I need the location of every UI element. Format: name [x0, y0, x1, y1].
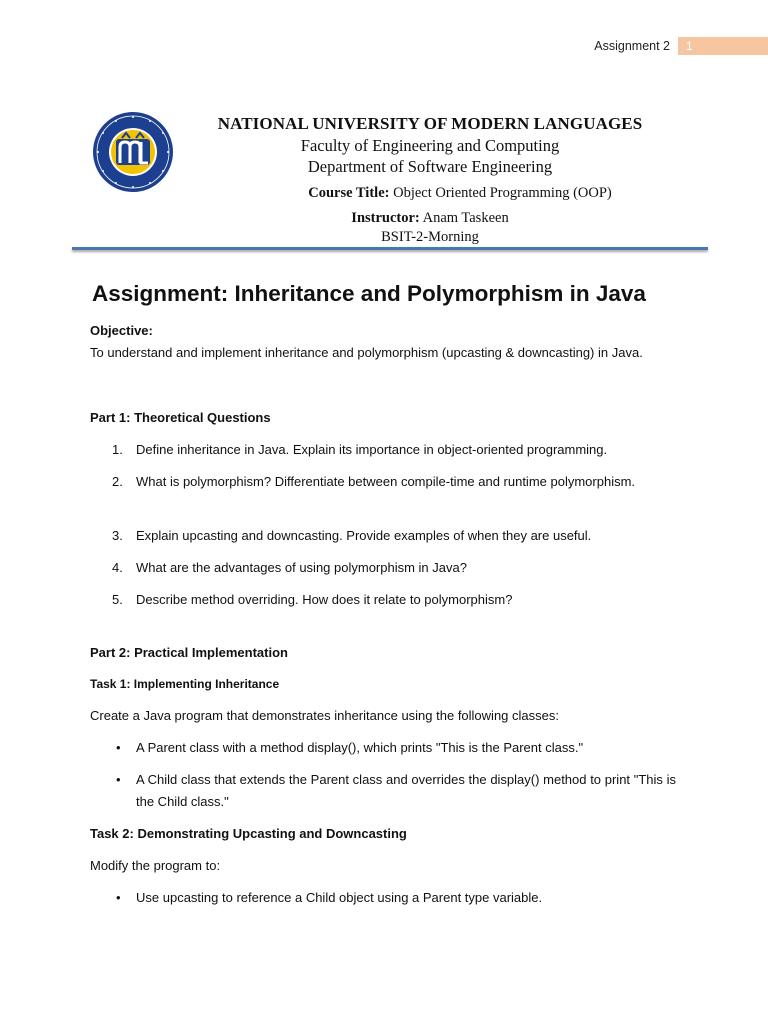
task1-intro: Create a Java program that demonstrates inheritance using the following classes: — [90, 708, 559, 723]
faculty-name: Faculty of Engineering and Computing — [300, 136, 560, 155]
page-number: 1 — [678, 37, 768, 55]
department-name: Department of Software Engineering — [307, 157, 553, 176]
list-number: 2. — [112, 474, 123, 489]
university-name: NATIONAL UNIVERSITY OF MODERN LANGUAGES — [217, 114, 643, 133]
question-5: Describe method overriding. How does it relate to polymorphism? — [136, 592, 513, 607]
task2-bullet-1: Use upcasting to reference a Child object using a Parent type variable. — [136, 890, 543, 905]
bullet-icon: • — [116, 772, 121, 787]
class-section: BSIT-2-Morning — [381, 229, 479, 245]
list-number: 3. — [112, 528, 123, 543]
task1-bullet-2: A Child class that extends the Parent class and overrides the display() method to print "This is the Child class." — [136, 772, 676, 809]
instructor-value: Anam Taskeen — [422, 210, 509, 226]
header-divider — [72, 247, 708, 250]
question-3: Explain upcasting and downcasting. Provide examples of when they are useful. — [136, 528, 592, 543]
part1-heading: Part 1: Theoretical Questions — [90, 410, 271, 425]
objective-heading: Objective: — [90, 323, 153, 338]
document-title: Assignment: Inheritance and Polymorphism in Java — [92, 281, 646, 306]
bullet-icon: • — [116, 740, 121, 755]
question-1: Define inheritance in Java. Explain its importance in object-oriented programming. — [136, 442, 608, 457]
list-number: 5. — [112, 592, 123, 607]
question-4: What are the advantages of using polymorphism in Java? — [136, 560, 467, 575]
task1-heading: Task 1: Implementing Inheritance — [90, 677, 280, 691]
question-2: What is polymorphism? Differentiate between compile-time and runtime polymorphism. — [136, 474, 636, 489]
instructor — [160, 210, 700, 227]
header-label: Assignment 2 — [594, 39, 670, 53]
list-number: 4. — [112, 560, 123, 575]
course-title-value: Object Oriented Programming (OOP) — [393, 185, 612, 201]
course-title-label: Course Title: — [308, 185, 390, 201]
course-title — [200, 185, 720, 202]
task2-intro: Modify the program to: — [90, 858, 221, 873]
instructor-label: Instructor: — [351, 210, 420, 226]
list-number: 1. — [112, 442, 123, 457]
bullet-icon: • — [116, 890, 121, 905]
task1-bullet-1: A Parent class with a method display(), which prints "This is the Parent class." — [136, 740, 584, 755]
part2-heading: Part 2: Practical Implementation — [90, 645, 288, 660]
objective-text: To understand and implement inheritance and polymorphism (upcasting & downcasting) in Java. — [90, 345, 643, 360]
task2-heading: Task 2: Demonstrating Upcasting and Downcasting — [90, 826, 407, 841]
